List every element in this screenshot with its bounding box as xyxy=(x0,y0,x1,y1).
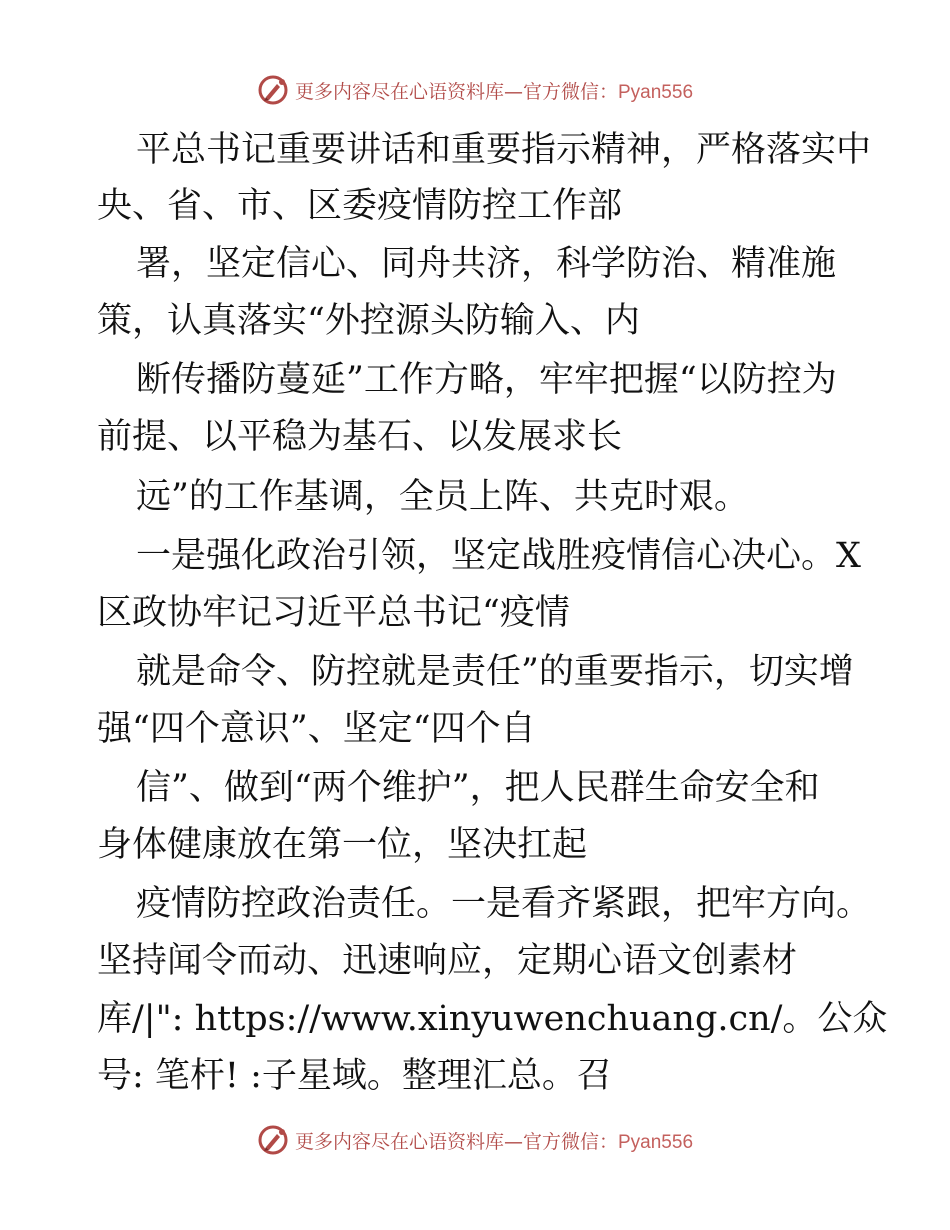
body-line: 策，认真落实“外控源头防输入、内 xyxy=(97,301,640,341)
pen-logo-icon xyxy=(257,74,289,106)
body-line: 平总书记重要讲话和重要指示精神，严格落实中 xyxy=(136,130,872,170)
body-line: 一是强化政治引领，坚定战胜疫情信心决心。X xyxy=(136,536,861,576)
footer-watermark-text: 更多内容尽在心语资料库—官方微信：Pyan556 xyxy=(294,1130,694,1153)
body-line: 信”、做到“两个维护”，把人民群生命安全和 xyxy=(136,768,820,808)
footer-watermark-banner xyxy=(0,1122,950,1158)
body-line: 就是命令、防控就是责任”的重要指示，切实增 xyxy=(136,652,854,692)
body-line: 署，坚定信心、同舟共济，科学防治、精准施 xyxy=(136,244,837,284)
body-line: 身体健康放在第一位，坚决扛起 xyxy=(97,825,588,865)
body-line: 区政协牢记习近平总书记“疫情 xyxy=(97,593,570,633)
body-line: 坚持闻令而动、迅速响应，定期心语文创素材 xyxy=(97,941,798,981)
pen-logo-icon xyxy=(257,1124,289,1156)
header-watermark-banner xyxy=(0,72,950,108)
body-line: 央、省、市、区委疫情防控工作部 xyxy=(97,186,623,226)
header-watermark-text: 更多内容尽在心语资料库—官方微信：Pyan556 xyxy=(294,80,694,103)
body-line: 前提、以平稳为基石、以发展求长 xyxy=(97,417,623,457)
body-line: 库/|": https://www.xinyuwenchuang.cn/。公众 xyxy=(97,999,888,1039)
body-line: 远”的工作基调，全员上阵、共克时艰。 xyxy=(136,477,749,517)
body-line: 断传播防蔓延”工作方略，牢牢把握“以防控为 xyxy=(136,360,837,400)
body-line: 疫情防控政治责任。一是看齐紧跟，把牢方向。 xyxy=(136,884,872,924)
body-line: 号: 笔杆! :子星域。整理汇总。召 xyxy=(97,1056,612,1096)
body-line: 强“四个意识”、坚定“四个自 xyxy=(97,709,536,749)
